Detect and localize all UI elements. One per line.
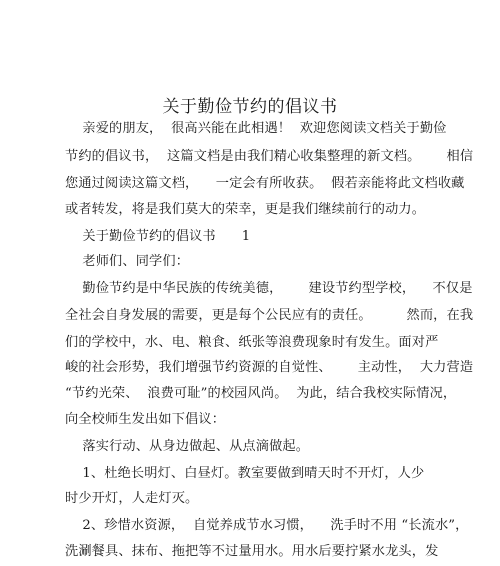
text-line: 亲爱的朋友， 很高兴能在此相遇！ 欢迎您阅读文档关于勤俭	[65, 121, 447, 136]
text-line: 节约的倡议书， 这篇文档是由我们精心收集整理的新文档。 相信	[65, 149, 474, 164]
text-line: 2、珍惜水资源， 自觉养成节水习惯， 洗手时不用 “长流水”，	[65, 518, 469, 533]
text-line: 向全校师生发出如下倡议：	[65, 412, 226, 427]
text-line: 洗涮餐具、抹布、拖把等不过量用水。用水后要拧紧水龙头，发	[65, 544, 439, 559]
text-line: 峻的社会形势，我们增强节约资源的自觉性、 主动性， 大力营造	[65, 360, 474, 375]
document-title: 关于勤俭节约的倡议书	[162, 97, 338, 117]
text-line: 1、杜绝长明灯、白昼灯。教室要做到晴天时不开灯，人少	[65, 466, 425, 481]
text-line: “节约光荣、 浪费可耻”的校园风尚。 为此，结合我校实际情况，	[65, 386, 457, 401]
text-line: 或者转发，将是我们莫大的荣幸，更是我们继续前行的动力。	[65, 202, 426, 217]
text-line: 老师们、同学们：	[65, 254, 190, 269]
text-line: 时少开灯，人走灯灭。	[65, 491, 199, 506]
text-line: 们的学校中，水、电、粮食、纸张等浪费现象时有发生。面对严	[65, 335, 439, 350]
text-line: 勤俭节约是中华民族的传统美德， 建设节约型学校， 不仅是	[65, 281, 473, 296]
text-line: 您通过阅读这篇文档， 一定会有所收获。 假若亲能将此文档收藏	[65, 176, 465, 191]
text-line: 落实行动、从身边做起、从点滴做起。	[65, 439, 310, 454]
text-line: 全社会自身发展的需要，更是每个公民应有的责任。 然而，在我	[65, 308, 474, 323]
text-line: 关于勤俭节约的倡议书 1	[65, 229, 251, 244]
